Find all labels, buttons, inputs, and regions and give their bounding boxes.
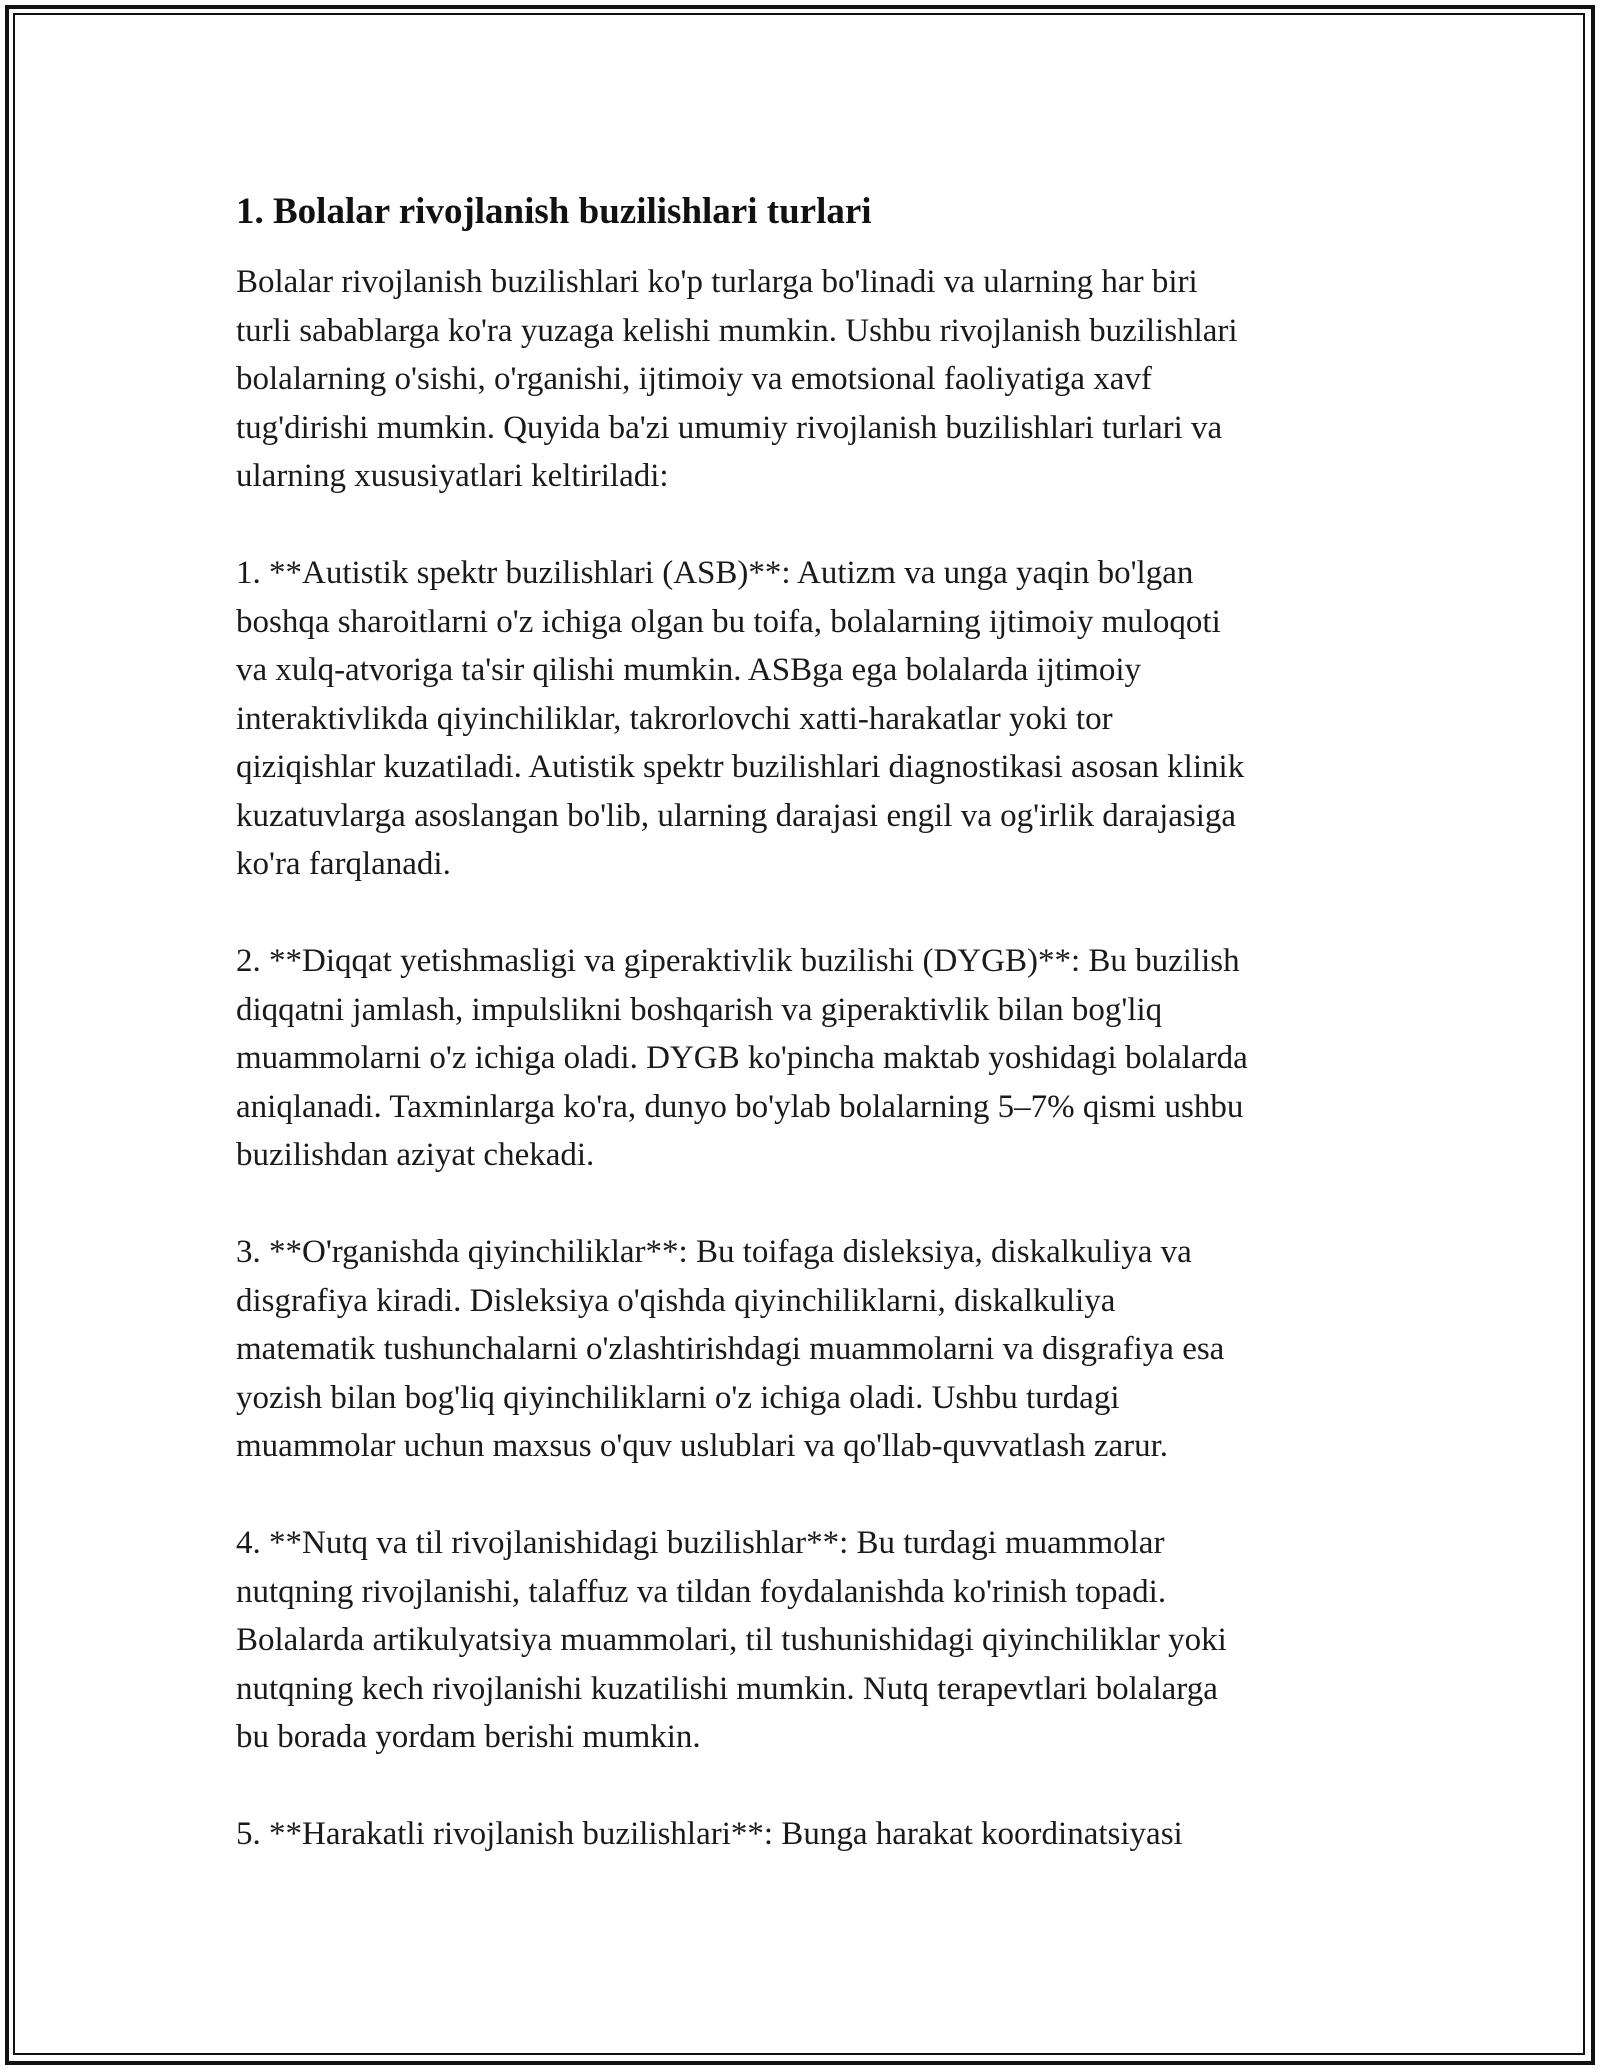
text-line: interaktivlikda qiyinchiliklar, takrorlovchi xatti-harakatlar yoki tor bbox=[236, 700, 1113, 737]
document-body bbox=[236, 258, 1386, 1859]
text-line: yozish bilan bog'liq qiyinchiliklarni o'z ichiga oladi. Ushbu turdagi bbox=[236, 1379, 1120, 1416]
document-page bbox=[236, 188, 1386, 1907]
intro-paragraph bbox=[236, 258, 1386, 501]
text-line: disgrafiya kiradi. Disleksiya o'qishda qiyinchiliklarni, diskalkuliya bbox=[236, 1282, 1116, 1319]
list-item-paragraph bbox=[236, 549, 1386, 889]
text-line: ularning xususiyatlari keltiriladi: bbox=[236, 458, 669, 494]
text-line: turli sabablarga ko'ra yuzaga kelishi mumkin. Ushbu rivojlanish buzilishlari bbox=[236, 312, 1238, 349]
list-item-paragraph bbox=[236, 1228, 1386, 1471]
text-line: aniqlanadi. Taxminlarga ko'ra, dunyo bo'ylab bolalarning 5–7% qismi ushbu bbox=[236, 1088, 1244, 1125]
text-line: qiziqishlar kuzatiladi. Autistik spektr buzilishlari diagnostikasi asosan klinik bbox=[236, 749, 1245, 785]
text-line: muammolarni o'z ichiga oladi. DYGB ko'pincha maktab yoshidagi bolalarda bbox=[236, 1040, 1248, 1076]
text-line: va xulq-atvoriga ta'sir qilishi mumkin. ASBga ega bolalarda ijtimoiy bbox=[236, 652, 1142, 688]
list-item-paragraph bbox=[236, 937, 1386, 1180]
list-item-paragraph bbox=[236, 1810, 1386, 1859]
text-line: buzilishdan aziyat chekadi. bbox=[236, 1137, 595, 1173]
text-line: matematik tushunchalarni o'zlashtirishdagi muammolarni va disgrafiya esa bbox=[236, 1331, 1225, 1367]
text-line: nutqning kech rivojlanishi kuzatilishi mumkin. Nutq terapevtlari bolalarga bbox=[236, 1670, 1218, 1707]
text-line: 2. **Diqqat yetishmasligi va giperaktivlik buzilishi (DYGB)**: Bu buzilish bbox=[236, 943, 1240, 979]
text-line: ko'ra farqlanadi. bbox=[236, 846, 451, 882]
text-line: bu borada yordam berishi mumkin. bbox=[236, 1719, 701, 1755]
section-heading: 1. Bolalar rivojlanish buzilishlari turlari bbox=[236, 191, 872, 232]
text-line: diqqatni jamlash, impulslikni boshqarish va giperaktivlik bilan bog'liq bbox=[236, 991, 1163, 1028]
text-line: boshqa sharoitlarni o'z ichiga olgan bu toifa, bolalarning ijtimoiy muloqoti bbox=[236, 603, 1221, 640]
text-line: 1. **Autistik spektr buzilishlari (ASB)**: Autizm va unga yaqin bo'lgan bbox=[236, 555, 1194, 591]
text-line: Bolalarda artikulyatsiya muammolari, til tushunishidagi qiyinchiliklar yoki bbox=[236, 1622, 1227, 1658]
text-line: kuzatuvlarga asoslangan bo'lib, ularning darajasi engil va og'irlik darajasiga bbox=[236, 797, 1237, 834]
text-line: bolalarning o'sishi, o'rganishi, ijtimoiy va emotsional faoliyatiga xavf bbox=[236, 361, 1152, 397]
text-line: tug'dirishi mumkin. Quyida ba'zi umumiy rivojlanish buzilishlari turlari va bbox=[236, 409, 1223, 446]
text-line: 3. **O'rganishda qiyinchiliklar**: Bu toifaga disleksiya, diskalkuliya va bbox=[236, 1234, 1192, 1270]
text-line: muammolar uchun maxsus o'quv uslublari va qo'llab-quvvatlash zarur. bbox=[236, 1428, 1169, 1464]
list-item-paragraph bbox=[236, 1519, 1386, 1762]
text-line: 4. **Nutq va til rivojlanishidagi buzilishlar**: Bu turdagi muammolar bbox=[236, 1525, 1165, 1561]
text-line: 5. **Harakatli rivojlanish buzilishlari**: Bunga harakat koordinatsiyasi bbox=[236, 1816, 1183, 1852]
text-line: nutqning rivojlanishi, talaffuz va tildan foydalanishda ko'rinish topadi. bbox=[236, 1573, 1167, 1610]
text-line: Bolalar rivojlanish buzilishlari ko'p turlarga bo'linadi va ularning har biri bbox=[236, 264, 1198, 300]
